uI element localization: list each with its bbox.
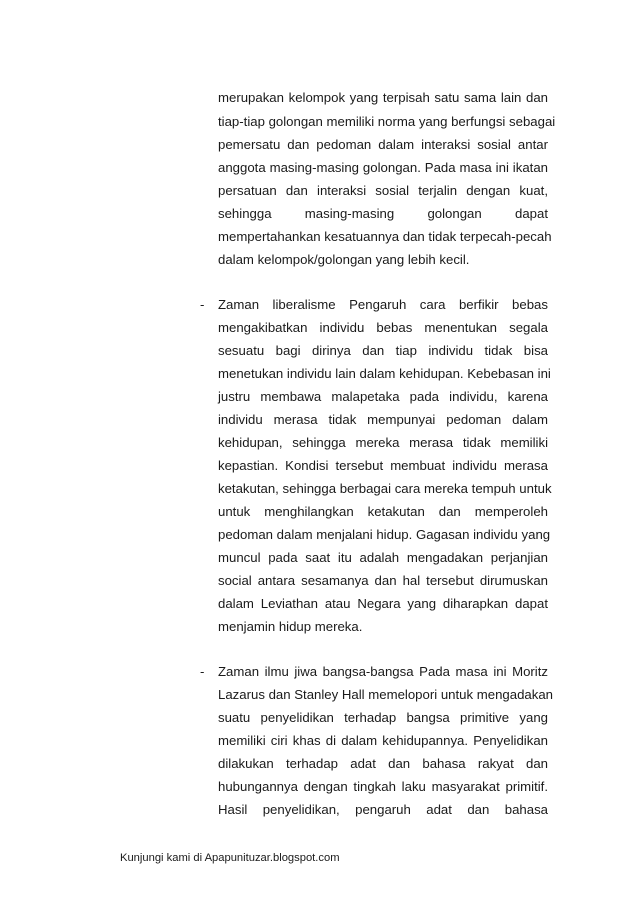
text-line: social antara sesamanya dan hal tersebut dirumuskan (218, 573, 548, 588)
bullet-dash: - (200, 664, 205, 679)
text-line: muncul pada saat itu adalah mengadakan perjanjian (218, 550, 548, 565)
text-line: dalam kelompok/golongan yang lebih kecil. (218, 252, 470, 267)
text-line: kepastian. Kondisi tersebut membuat individu merasa (218, 458, 548, 473)
page-footer: Kunjungi kami di Apapunituzar.blogspot.com (120, 852, 340, 864)
text-line: sehingga masing-masing golongan dapat (218, 206, 548, 221)
text-line: hubungannya dengan tingkah laku masyarakat primitif. (218, 779, 548, 794)
text-line: dilakukan terhadap adat dan bahasa rakyat dan (218, 756, 548, 771)
text-line: mempertahankan kesatuannya dan tidak terpecah-pecah (218, 229, 552, 244)
text-line: memiliki ciri khas di dalam kehidupannya. Penyelidikan (218, 733, 548, 748)
text-line: untuk menghilangkan ketakutan dan memperoleh (218, 504, 548, 519)
text-line: kehidupan, sehingga mereka merasa tidak memiliki (218, 435, 548, 450)
text-line: pemersatu dan pedoman dalam interaksi sosial antar (218, 137, 548, 152)
text-line: Zaman liberalisme Pengaruh cara berfikir bebas (218, 297, 548, 312)
text-line: anggota masing-masing golongan. Pada masa ini ikatan (218, 160, 548, 175)
text-line: pedoman dalam menjalani hidup. Gagasan individu yang (218, 527, 551, 542)
text-line: mengakibatkan individu bebas menentukan segala (218, 320, 548, 335)
text-line: tiap-tiap golongan memiliki norma yang berfungsi sebagai (218, 114, 556, 129)
text-line: Hasil penyelidikan, pengaruh adat dan bahasa (218, 802, 548, 817)
text-line: sesuatu bagi dirinya dan tiap individu tidak bisa (218, 343, 548, 358)
text-line: Zaman ilmu jiwa bangsa-bangsa Pada masa ini Moritz (218, 664, 548, 679)
text-line: individu merasa tidak mempunyai pedoman dalam (218, 412, 548, 427)
text-line: merupakan kelompok yang terpisah satu sama lain dan (218, 90, 548, 105)
text-line: menetukan individu lain dalam kehidupan. Kebebasan ini (218, 366, 551, 381)
text-line: dalam Leviathan atau Negara yang diharapkan dapat (218, 596, 548, 611)
text-line: suatu penyelidikan terhadap bangsa primitive yang (218, 710, 548, 725)
text-line: justru membawa malapetaka pada individu, karena (218, 389, 548, 404)
text-line: ketakutan, sehingga berbagai cara mereka tempuh untuk (218, 481, 552, 496)
text-line: persatuan dan interaksi sosial terjalin dengan kuat, (218, 183, 548, 198)
bullet-dash: - (200, 297, 205, 312)
text-line: menjamin hidup mereka. (218, 619, 363, 634)
text-line: Lazarus dan Stanley Hall memelopori untuk mengadakan (218, 687, 554, 702)
